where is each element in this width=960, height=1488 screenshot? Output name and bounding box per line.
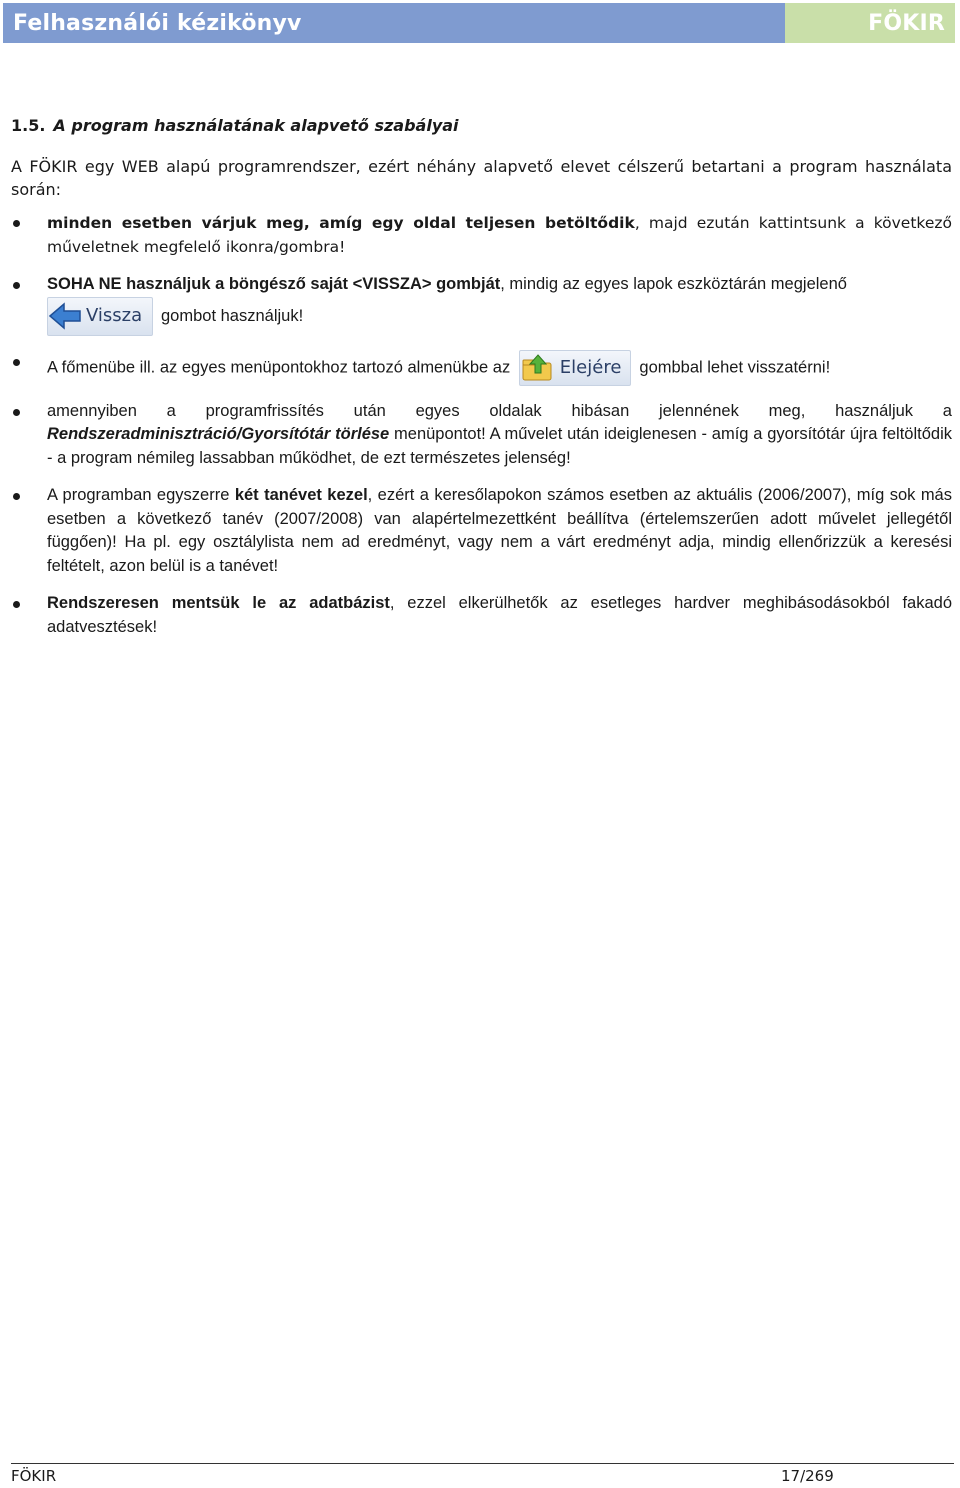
bullet-icon — [13, 282, 20, 289]
header-title-band — [3, 3, 785, 43]
top-button-image — [519, 350, 631, 386]
folder-up-icon — [520, 353, 556, 383]
header-brand: FÖKIR — [868, 10, 945, 36]
rule-2-text: , mindig az egyes lapok eszköztárán megjelenő — [500, 275, 847, 293]
rule-4-lead: amennyiben a programfrissítés után egyes oldalak hibásan jelennének meg, használjuk a — [47, 401, 952, 420]
rule-2-bold: SOHA NE használjuk a böngésző saját <VISSZA> gombját — [47, 275, 501, 293]
footer-divider — [11, 1463, 954, 1464]
rule-item-cache-clear — [11, 400, 952, 471]
rule-item-main-menu — [11, 350, 952, 386]
bullet-icon — [13, 409, 20, 416]
rule-item-backup — [11, 592, 952, 639]
rule-2-after: gombot használjuk! — [161, 306, 304, 325]
rules-list — [11, 211, 952, 639]
rule-4-menu-path: Rendszeradminisztráció/Gyorsítótár törlése — [47, 425, 390, 443]
rule-5-bold: két tanévet kezel — [234, 486, 368, 504]
page-number: 17/269 — [781, 1467, 834, 1485]
bullet-icon — [13, 359, 20, 366]
rule-item-wait — [11, 211, 952, 259]
bullet-icon — [13, 220, 20, 227]
header-title: Felhasználói kézikönyv — [13, 10, 302, 36]
rule-6-text: , ezzel elkerülhetők az esetleges hardver meghibásodásokból fakadó adatvesztések! — [47, 594, 952, 636]
bullet-icon — [13, 493, 20, 500]
rule-5-lead: A programban egyszerre — [47, 486, 230, 504]
section-title: A program használatának alapvető szabályai — [53, 116, 459, 135]
section-number: 1.5. — [11, 116, 46, 135]
rule-4-text: menüpontot! A művelet után ideiglenesen - amíg a gyorsítótár újra feltöltődik - a program némileg lassabban működhet, de ezt természetes jelenség! — [47, 425, 952, 467]
rule-1-text: , majd ezután kattintsunk a következő műveletnek megfelelő ikonra/gombra! — [47, 214, 953, 256]
footer-brand: FÖKIR — [11, 1467, 57, 1485]
back-button-label: Vissza — [86, 305, 143, 327]
intro-paragraph: A FÖKIR egy WEB alapú programrendszer, ezért néhány alapvető elevet célszerű betartani a program használata során: — [11, 157, 952, 199]
rule-1-bold: minden esetben várjuk meg, amíg egy oldal teljesen betöltődik — [47, 214, 635, 232]
rule-5-text: , ezért a keresőlapokon számos esetben az aktuális (2006/2007), míg sok más esetben a következő tanév (2007/2008) van alapértelmezettként beállítva (értelemszerűen adott művelet jellegétől függően)! Ha pl. egy osztálylista nem ad eredményt, vagy nem a várt eredményt adja, mindig ellenőrizzük a keresési feltételt, azon belül is a tanévet! — [47, 486, 952, 575]
page-header — [3, 3, 955, 43]
rule-3-text: A főmenübe ill. az egyes menüpontokhoz tartozó almenükbe az — [47, 357, 511, 376]
back-arrow-icon — [48, 301, 82, 331]
rule-item-two-school-years — [11, 484, 952, 578]
back-button-image — [47, 297, 153, 336]
section-heading — [11, 116, 952, 135]
rule-3-after: gombbal lehet visszatérni! — [639, 357, 831, 376]
bullet-icon — [13, 601, 20, 608]
top-button-label: Elejére — [559, 356, 622, 378]
rule-6-bold: Rendszeresen mentsük le az adatbázist — [47, 594, 390, 612]
header-brand-band — [785, 3, 955, 43]
document-body — [11, 116, 952, 653]
rule-item-no-browser-back — [11, 273, 952, 336]
